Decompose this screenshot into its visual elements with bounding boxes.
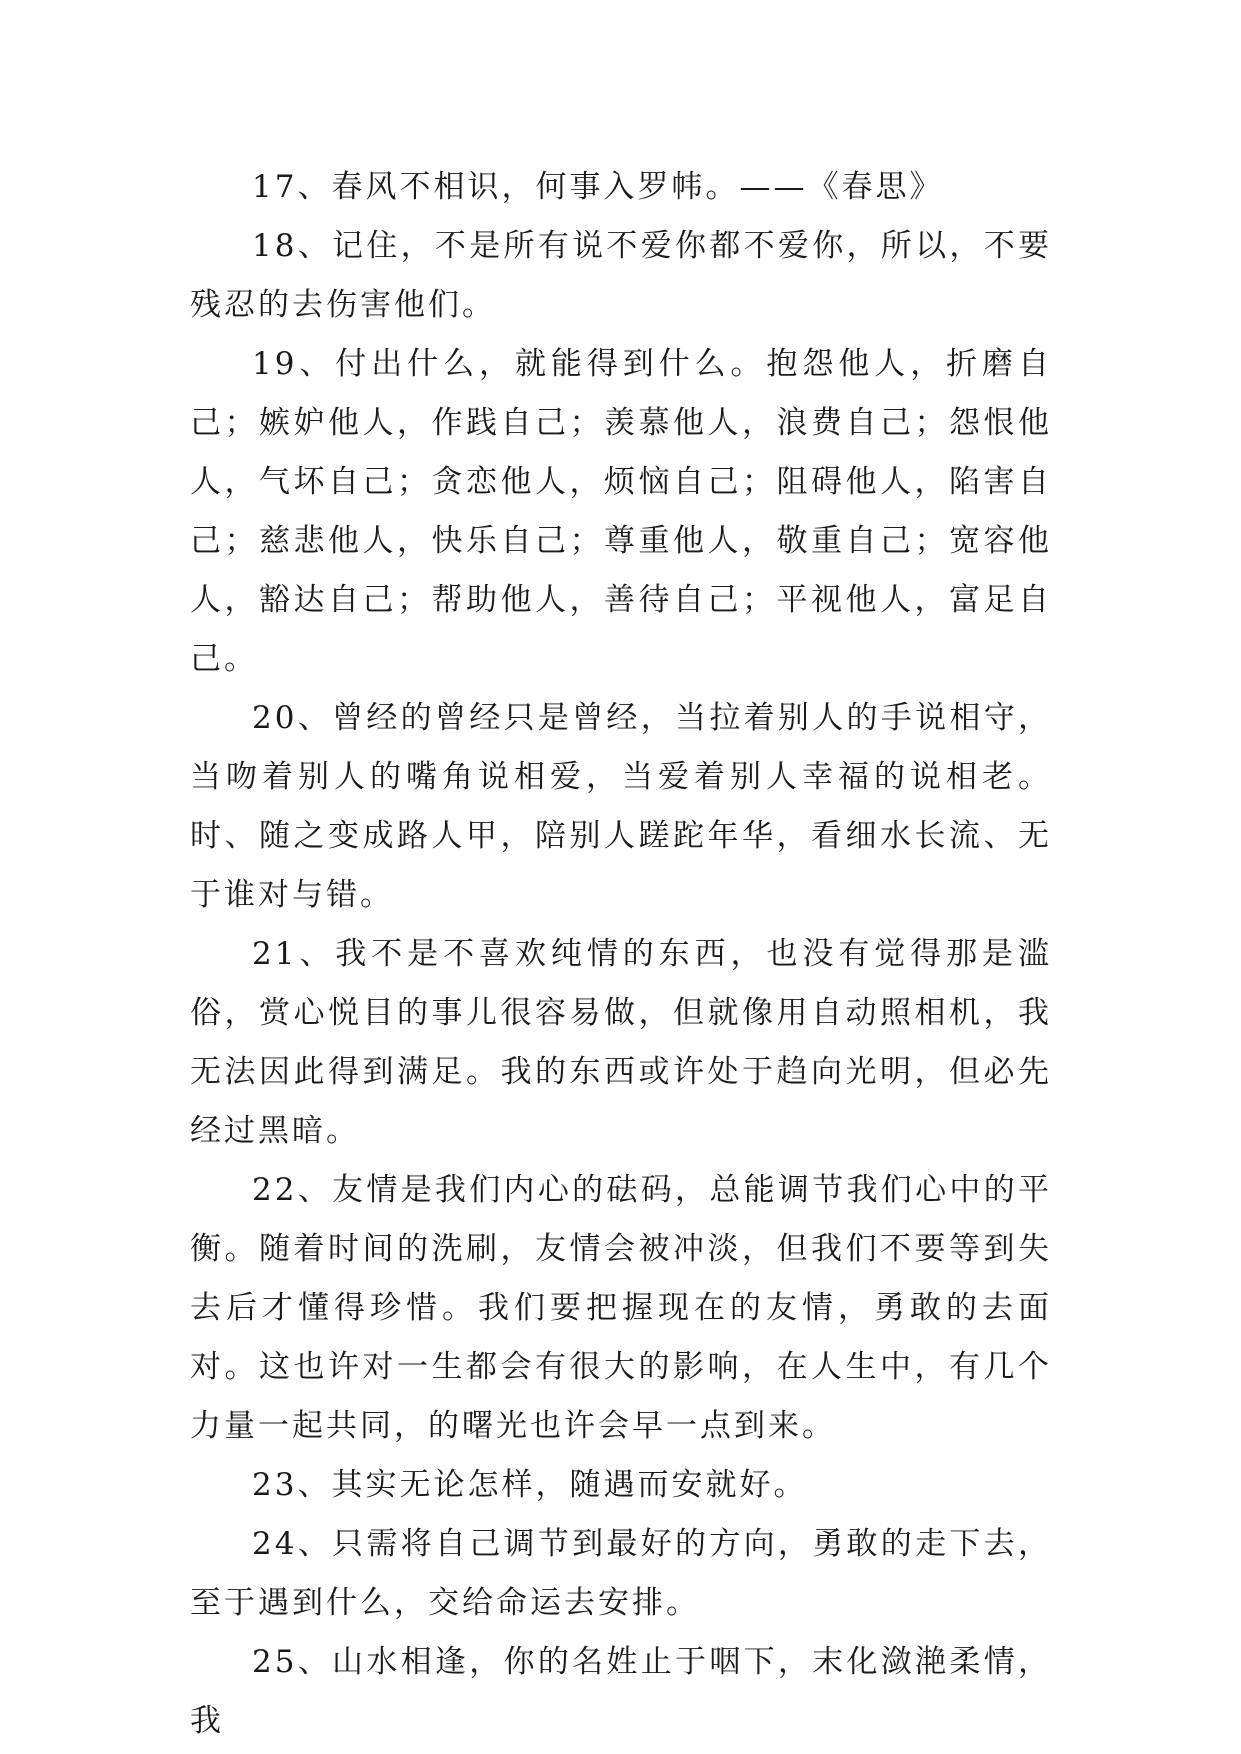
paragraph-24: 24、只需将自己调节到最好的方向，勇敢的走下去，至于遇到什么，交给命运去安排。 <box>190 1526 1052 1621</box>
document-body <box>190 158 1052 1751</box>
paragraph-22: 22、友情是我们内心的砝码，总能调节我们心中的平衡。随着时间的洗刷，友情会被冲淡，但我们不要等到失去后才懂得珍惜。我们要把握现在的友情，勇敢的去面对。这也许对一生都会有很大的影响，在人生中，有几个力量一起共同，的曙光也许会早一点到来。 <box>190 1172 1052 1444</box>
paragraph-18: 18、记住，不是所有说不爱你都不爱你，所以，不要残忍的去伤害他们。 <box>190 228 1052 323</box>
paragraph-23: 23、其实无论怎样，随遇而安就好。 <box>252 1467 808 1503</box>
paragraph-25: 25、山水相逢，你的名姓止于咽下，末化潋滟柔情，我 <box>190 1644 1052 1739</box>
paragraph-20: 20、曾经的曾经只是曾经，当拉着别人的手说相守，当吻着别人的嘴角说相爱，当爱着别人幸福的说相老。时、随之变成路人甲，陪别人蹉跎年华，看细水长流、无于谁对与错。 <box>190 700 1052 913</box>
paragraph-21: 21、我不是不喜欢纯情的东西，也没有觉得那是滥俗，赏心悦目的事儿很容易做，但就像用自动照相机，我无法因此得到满足。我的东西或许处于趋向光明，但必先经过黑暗。 <box>190 936 1052 1149</box>
paragraph-17: 17、春风不相识，何事入罗帏。——《春思》 <box>252 169 944 205</box>
paragraph-19: 19、付出什么，就能得到什么。抱怨他人，折磨自己；嫉妒他人，作践自己；羡慕他人，浪费自己；怨恨他人，气坏自己；贪恋他人，烦恼自己；阻碍他人，陷害自己；慈悲他人，快乐自己；尊重他人，敬重自己；宽容他人，豁达自己；帮助他人，善待自己；平视他人，富足自己。 <box>190 346 1052 677</box>
